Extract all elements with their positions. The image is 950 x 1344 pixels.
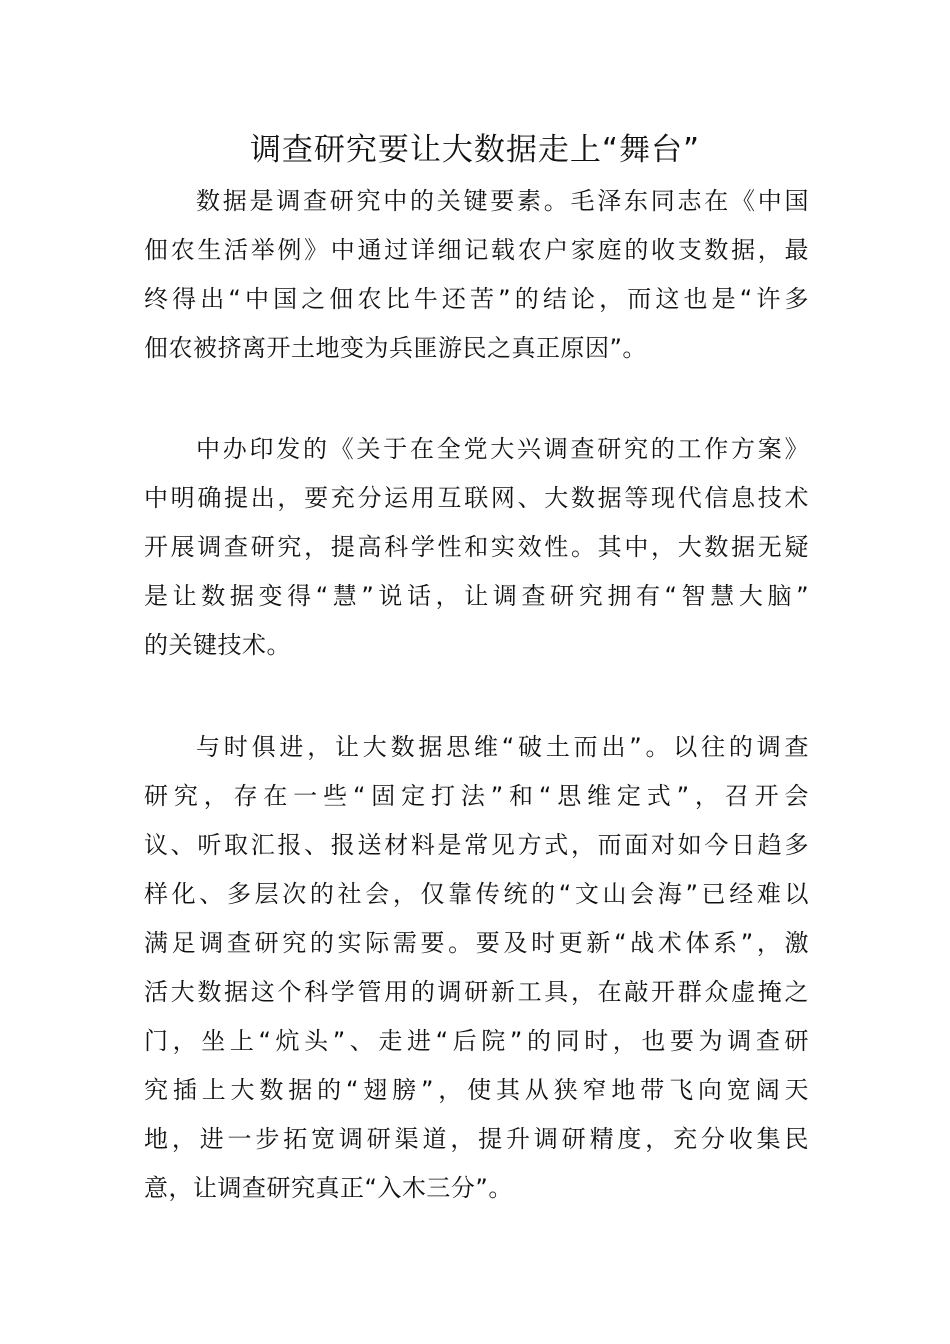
paragraph-line: 地，进一步拓宽调研渠道，提升调研精度，充分收集民 — [144, 1125, 809, 1153]
paragraph-line: 议、听取汇报、报送材料是常见方式，而面对如今日趋多 — [144, 831, 809, 859]
paragraph-line: 满足调查研究的实际需要。要及时更新“战术体系”，激 — [144, 929, 809, 957]
paragraph-line: 中办印发的《关于在全党大兴调查研究的工作方案》 — [196, 435, 809, 463]
paragraph-3 — [144, 723, 809, 1213]
paragraph-line: 数据是调查研究中的关键要素。毛泽东同志在《中国 — [196, 187, 809, 215]
paragraph-line: 佃农生活举例》中通过详细记载农户家庭的收支数据，最 — [144, 236, 809, 264]
paragraph-line: 开展调查研究，提高科学性和实效性。其中，大数据无疑 — [144, 533, 809, 561]
paragraph-line: 门，坐上“炕头”、走进“后院”的同时，也要为调查研 — [144, 1027, 809, 1055]
paragraph-line: 研究，存在一些“固定打法”和“思维定式”，召开会 — [144, 782, 809, 810]
paragraph-line: 的关键技术。 — [144, 631, 291, 659]
paragraph-1 — [144, 177, 809, 373]
paragraph-line: 样化、多层次的社会，仅靠传统的“文山会海”已经难以 — [144, 880, 809, 908]
document-title: 调查研究要让大数据走上“舞台” — [249, 132, 701, 168]
paragraph-line: 意，让调查研究真正“入木三分”。 — [144, 1174, 513, 1202]
paragraph-line: 佃农被挤离开土地变为兵匪游民之真正原因”。 — [144, 334, 647, 362]
paragraph-line: 究插上大数据的“翅膀”，使其从狭窄地带飞向宽阔天 — [144, 1076, 809, 1104]
paragraph-2 — [144, 425, 809, 670]
paragraph-line: 与时俱进，让大数据思维“破土而出”。以往的调查 — [196, 733, 809, 761]
paragraph-line: 终得出“中国之佃农比牛还苦”的结论，而这也是“许多 — [144, 285, 809, 313]
paragraph-line: 中明确提出，要充分运用互联网、大数据等现代信息技术 — [144, 484, 809, 512]
paragraph-line: 活大数据这个科学管用的调研新工具，在敲开群众虚掩之 — [144, 978, 809, 1006]
paragraph-line: 是让数据变得“慧”说话，让调查研究拥有“智慧大脑” — [144, 582, 809, 610]
